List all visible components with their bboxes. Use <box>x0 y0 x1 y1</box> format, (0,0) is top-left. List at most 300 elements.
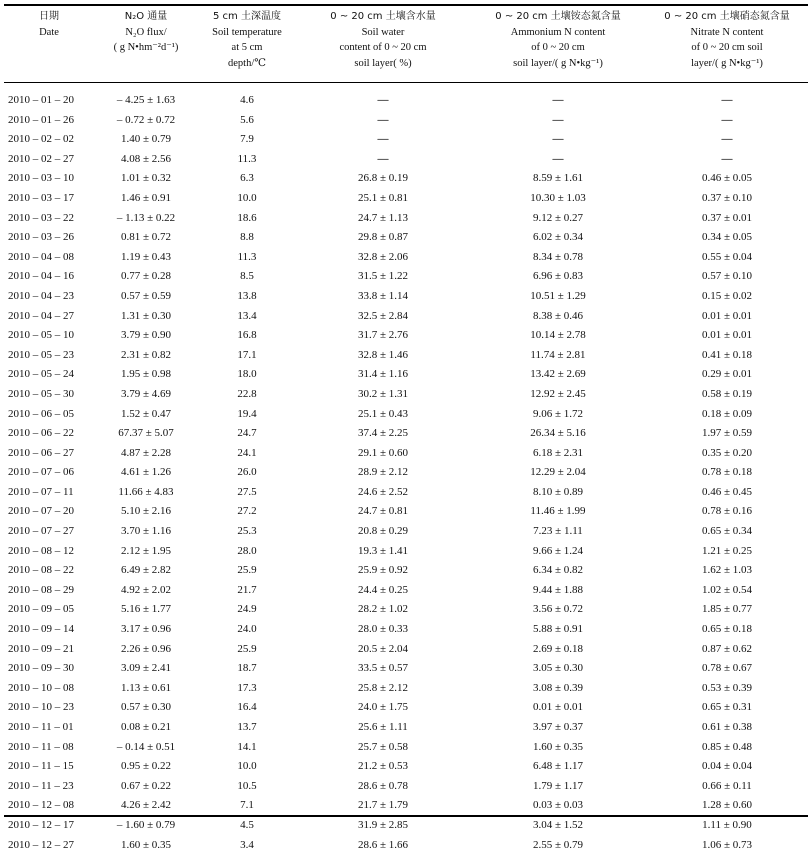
date-cell: 2010 – 03 – 26 <box>8 231 74 244</box>
value-cell: 0.35 ± 0.20 <box>701 446 753 459</box>
value-cell: — <box>377 152 389 165</box>
value-cell: 0.53 ± 0.39 <box>701 681 753 694</box>
value-cell: 11.3 <box>237 250 257 263</box>
value-cell: 22.8 <box>237 387 257 400</box>
table-row <box>4 307 808 327</box>
value-cell: 31.4 ± 1.16 <box>357 368 409 381</box>
value-cell: 11.66 ± 4.83 <box>118 485 174 498</box>
value-cell: 9.66 ± 1.24 <box>532 544 584 557</box>
value-cell: 0.37 ± 0.10 <box>701 191 753 204</box>
value-cell: 11.74 ± 2.81 <box>530 348 586 361</box>
value-cell: 1.06 ± 0.73 <box>701 838 753 851</box>
table-row <box>4 444 808 464</box>
date-cell: 2010 – 03 – 17 <box>8 191 74 204</box>
value-cell: 4.92 ± 2.02 <box>120 583 172 596</box>
date-cell: 2010 – 09 – 05 <box>8 603 74 616</box>
date-cell: 2010 – 05 – 30 <box>8 387 74 400</box>
date-cell: 2010 – 12 – 27 <box>8 838 74 851</box>
value-cell: 10.0 <box>237 191 257 204</box>
column-header-2 <box>198 0 296 91</box>
value-cell: 37.4 ± 2.25 <box>357 427 409 440</box>
table-row <box>4 836 808 855</box>
value-cell: – 0.14 ± 0.51 <box>116 740 176 753</box>
value-cell: 3.04 ± 1.52 <box>532 818 584 831</box>
header-line: N₂O flux/ <box>125 26 167 38</box>
value-cell: — <box>721 152 733 165</box>
value-cell: 25.7 ± 0.58 <box>357 740 409 753</box>
value-cell: 5.10 ± 2.16 <box>120 505 172 518</box>
table-row <box>4 463 808 483</box>
date-cell: 2010 – 12 – 08 <box>8 799 74 812</box>
value-cell: 1.11 ± 0.90 <box>702 818 752 831</box>
value-cell: 33.8 ± 1.14 <box>357 289 409 302</box>
value-cell: 5.88 ± 0.91 <box>532 623 584 636</box>
value-cell: 21.2 ± 0.53 <box>357 760 409 773</box>
value-cell: 28.2 ± 1.02 <box>357 603 409 616</box>
value-cell: 7.9 <box>240 133 254 146</box>
value-cell: 0.01 ± 0.01 <box>701 329 753 342</box>
value-cell: 7.23 ± 1.11 <box>533 525 583 538</box>
value-cell: 0.87 ± 0.62 <box>701 642 753 655</box>
date-cell: 2010 – 10 – 08 <box>8 681 74 694</box>
value-cell: 0.95 ± 0.22 <box>120 760 172 773</box>
value-cell: – 0.72 ± 0.72 <box>116 113 176 126</box>
value-cell: 24.7 ± 0.81 <box>357 505 409 518</box>
header-line: of 0 ~ 20 cm soil <box>691 42 763 53</box>
value-cell: 1.13 ± 0.61 <box>120 681 172 694</box>
header-line: Date <box>39 26 59 38</box>
value-cell: 1.95 ± 0.98 <box>120 368 172 381</box>
value-cell: — <box>721 113 733 126</box>
value-cell: 18.6 <box>237 211 257 224</box>
header-line: 日期 <box>39 11 59 22</box>
header-line: of 0 ~ 20 cm <box>531 42 585 53</box>
value-cell: 1.19 ± 0.43 <box>120 250 172 263</box>
header-line: Soil temperature <box>212 26 282 38</box>
table-row <box>4 346 808 366</box>
value-cell: – 1.60 ± 0.79 <box>116 818 176 831</box>
table-row <box>4 405 808 425</box>
value-cell: 25.9 ± 0.92 <box>357 564 409 577</box>
date-cell: 2010 – 08 – 22 <box>8 564 74 577</box>
value-cell: 4.61 ± 1.26 <box>120 466 172 479</box>
value-cell: 24.0 ± 1.75 <box>357 701 409 714</box>
value-cell: 9.44 ± 1.88 <box>532 583 584 596</box>
value-cell: 3.79 ± 4.69 <box>120 387 172 400</box>
value-cell: 0.57 ± 0.59 <box>120 289 172 302</box>
value-cell: 10.14 ± 2.78 <box>530 329 586 342</box>
table-row <box>4 600 808 620</box>
value-cell: 13.8 <box>237 289 257 302</box>
value-cell: 1.97 ± 0.59 <box>701 427 753 440</box>
value-cell: 26.0 <box>237 466 257 479</box>
value-cell: 0.55 ± 0.04 <box>701 250 753 263</box>
value-cell: 4.6 <box>240 94 254 106</box>
date-cell: 2010 – 03 – 22 <box>8 211 74 224</box>
header-line: 0 ~ 20 cm 土壤含水量 <box>330 11 436 22</box>
value-cell: 6.02 ± 0.34 <box>532 231 584 244</box>
date-cell: 2010 – 08 – 29 <box>8 583 74 596</box>
table-row <box>4 581 808 601</box>
value-cell: 7.1 <box>240 799 254 812</box>
table-row <box>4 502 808 522</box>
date-cell: 2010 – 06 – 27 <box>8 446 74 459</box>
value-cell: 17.3 <box>237 681 257 694</box>
date-cell: 2010 – 02 – 02 <box>8 133 74 146</box>
table-header <box>4 0 808 91</box>
table-row <box>4 248 808 268</box>
value-cell: 0.08 ± 0.21 <box>120 721 172 733</box>
table-row <box>4 718 808 738</box>
date-cell: 2010 – 07 – 11 <box>8 485 74 498</box>
date-cell: 2010 – 11 – 08 <box>8 740 74 753</box>
header-line: content of 0 ~ 20 cm <box>339 42 427 53</box>
value-cell: — <box>552 94 564 106</box>
value-cell: 67.37 ± 5.07 <box>118 427 174 440</box>
value-cell: 1.01 ± 0.32 <box>120 172 172 185</box>
value-cell: 25.3 <box>237 525 257 538</box>
header-line: ( g N•hm⁻²d⁻¹) <box>113 42 179 53</box>
date-cell: 2010 – 01 – 26 <box>8 113 74 126</box>
value-cell: 9.06 ± 1.72 <box>532 407 584 420</box>
value-cell: 1.62 ± 1.03 <box>701 564 753 577</box>
value-cell: 2.55 ± 0.79 <box>532 838 584 851</box>
value-cell: 3.79 ± 0.90 <box>120 329 172 342</box>
value-cell: 1.40 ± 0.79 <box>120 133 172 146</box>
value-cell: 6.96 ± 0.83 <box>532 270 584 283</box>
value-cell: 12.29 ± 2.04 <box>530 466 586 479</box>
value-cell: 8.5 <box>240 270 254 283</box>
value-cell: 1.60 ± 0.35 <box>120 838 172 851</box>
column-header-5 <box>646 0 808 91</box>
table-row <box>4 561 808 581</box>
value-cell: 6.49 ± 2.82 <box>120 564 172 577</box>
table-row <box>4 130 808 150</box>
value-cell: 0.57 ± 0.10 <box>701 270 753 283</box>
value-cell: — <box>377 113 389 126</box>
value-cell: 31.5 ± 1.22 <box>357 270 409 283</box>
value-cell: 3.56 ± 0.72 <box>532 603 584 616</box>
table-row <box>4 679 808 699</box>
value-cell: 8.59 ± 1.61 <box>532 172 584 185</box>
header-line: at 5 cm <box>231 42 263 53</box>
date-cell: 2010 – 08 – 12 <box>8 544 74 557</box>
date-cell: 2010 – 05 – 10 <box>8 329 74 342</box>
value-cell: 4.5 <box>240 818 254 831</box>
value-cell: 0.18 ± 0.09 <box>701 407 753 420</box>
value-cell: 24.7 ± 1.13 <box>357 211 409 224</box>
soil-n2o-table <box>4 0 808 855</box>
value-cell: 11.46 ± 1.99 <box>530 505 586 518</box>
table-row <box>4 816 808 836</box>
date-cell: 2010 – 10 – 23 <box>8 701 74 714</box>
value-cell: 21.7 ± 1.79 <box>357 799 409 812</box>
value-cell: 6.48 ± 1.17 <box>532 760 584 773</box>
value-cell: 0.65 ± 0.31 <box>701 701 753 714</box>
value-cell: 31.7 ± 2.76 <box>357 329 409 342</box>
value-cell: 10.30 ± 1.03 <box>530 191 586 204</box>
value-cell: 19.3 ± 1.41 <box>357 544 409 557</box>
value-cell: 3.17 ± 0.96 <box>120 623 172 636</box>
value-cell: 4.26 ± 2.42 <box>120 799 172 812</box>
value-cell: 18.7 <box>237 662 257 675</box>
header-line: Ammonium N content <box>510 26 606 38</box>
value-cell: 6.34 ± 0.82 <box>532 564 584 577</box>
date-cell: 2010 – 09 – 21 <box>8 642 74 655</box>
value-cell: 32.8 ± 1.46 <box>357 348 409 361</box>
value-cell: — <box>721 94 733 106</box>
table-row <box>4 228 808 248</box>
value-cell: 27.2 <box>237 505 257 518</box>
table-row <box>4 620 808 640</box>
value-cell: 10.51 ± 1.29 <box>530 289 586 302</box>
table-row <box>4 483 808 503</box>
table-row <box>4 385 808 405</box>
value-cell: — <box>552 113 564 126</box>
date-cell: 2010 – 03 – 10 <box>8 172 74 185</box>
value-cell: 19.4 <box>237 407 257 420</box>
date-cell: 2010 – 05 – 24 <box>8 368 74 381</box>
date-cell: 2010 – 07 – 06 <box>8 466 74 479</box>
table-row <box>4 777 808 797</box>
table-row <box>4 542 808 562</box>
date-cell: 2010 – 05 – 23 <box>8 348 74 361</box>
value-cell: 0.01 ± 0.01 <box>532 701 584 714</box>
header-line: depth/℃ <box>228 57 266 69</box>
value-cell: 0.57 ± 0.30 <box>120 701 172 714</box>
column-header-4 <box>470 0 646 91</box>
value-cell: 0.78 ± 0.18 <box>701 466 753 479</box>
value-cell: 0.65 ± 0.34 <box>701 525 753 538</box>
table-row <box>4 659 808 679</box>
value-cell: 3.70 ± 1.16 <box>120 525 172 538</box>
table-row <box>4 424 808 444</box>
value-cell: 0.58 ± 0.19 <box>701 387 753 400</box>
value-cell: 4.08 ± 2.56 <box>120 152 172 165</box>
value-cell: 1.52 ± 0.47 <box>120 407 172 420</box>
value-cell: 3.97 ± 0.37 <box>532 721 584 733</box>
column-header-1 <box>94 0 198 91</box>
column-header-0 <box>4 0 94 91</box>
value-cell: 3.05 ± 0.30 <box>532 662 584 675</box>
header-line: soil layer( %) <box>354 57 412 69</box>
value-cell: 25.9 <box>237 642 257 655</box>
value-cell: 25.1 ± 0.43 <box>357 407 409 420</box>
value-cell: 25.1 ± 0.81 <box>357 191 409 204</box>
value-cell: 0.37 ± 0.01 <box>701 211 753 224</box>
table-row <box>4 189 808 209</box>
value-cell: 0.77 ± 0.28 <box>120 270 172 283</box>
value-cell: 0.78 ± 0.16 <box>701 505 753 518</box>
date-cell: 2010 – 01 – 20 <box>8 94 74 106</box>
value-cell: 5.16 ± 1.77 <box>120 603 172 616</box>
value-cell: 13.7 <box>237 721 257 733</box>
value-cell: 0.46 ± 0.45 <box>701 485 753 498</box>
table-row <box>4 209 808 229</box>
value-cell: 3.4 <box>240 838 254 851</box>
value-cell: 1.02 ± 0.54 <box>701 583 753 596</box>
value-cell: 13.4 <box>237 309 257 322</box>
value-cell: 0.15 ± 0.02 <box>701 289 753 302</box>
value-cell: 0.65 ± 0.18 <box>701 623 753 636</box>
header-line: Soil water <box>361 26 405 38</box>
value-cell: 21.7 <box>237 583 257 596</box>
value-cell: 29.1 ± 0.60 <box>357 446 409 459</box>
header-line: 5 cm 土深温度 <box>213 11 281 22</box>
table-row <box>4 150 808 170</box>
column-header-3 <box>296 0 470 91</box>
value-cell: 1.31 ± 0.30 <box>120 309 172 322</box>
header-line: N₂O 通量 <box>124 11 168 22</box>
date-cell: 2010 – 04 – 08 <box>8 250 74 263</box>
value-cell: 8.34 ± 0.78 <box>532 250 584 263</box>
value-cell: 28.6 ± 0.78 <box>357 779 409 792</box>
value-cell: 0.41 ± 0.18 <box>701 348 753 361</box>
value-cell: 25.8 ± 2.12 <box>357 681 409 694</box>
value-cell: 24.1 <box>237 446 257 459</box>
value-cell: 17.1 <box>237 348 257 361</box>
value-cell: 14.1 <box>237 740 257 753</box>
value-cell: 1.28 ± 0.60 <box>701 799 753 812</box>
value-cell: 0.04 ± 0.04 <box>701 760 753 773</box>
table-body <box>4 91 808 855</box>
value-cell: 24.9 <box>237 603 257 616</box>
table-row <box>4 738 808 758</box>
value-cell: – 4.25 ± 1.63 <box>116 94 176 106</box>
value-cell: 2.12 ± 1.95 <box>120 544 172 557</box>
value-cell: 26.34 ± 5.16 <box>530 427 586 440</box>
value-cell: — <box>721 133 733 146</box>
value-cell: 33.5 ± 0.57 <box>357 662 409 675</box>
value-cell: 2.26 ± 0.96 <box>120 642 172 655</box>
value-cell: 28.6 ± 1.66 <box>357 838 409 851</box>
value-cell: 3.09 ± 2.41 <box>120 662 172 675</box>
value-cell: 1.46 ± 0.91 <box>120 191 172 204</box>
value-cell: 13.42 ± 2.69 <box>530 368 586 381</box>
value-cell: 0.34 ± 0.05 <box>701 231 753 244</box>
value-cell: 0.01 ± 0.01 <box>701 309 753 322</box>
value-cell: 24.0 <box>237 623 257 636</box>
value-cell: 8.10 ± 0.89 <box>532 485 584 498</box>
table-row <box>4 287 808 307</box>
value-cell: 8.8 <box>240 231 254 244</box>
table-row <box>4 698 808 718</box>
value-cell: 2.69 ± 0.18 <box>532 642 584 655</box>
value-cell: 29.8 ± 0.87 <box>357 231 409 244</box>
value-cell: 6.18 ± 2.31 <box>532 446 584 459</box>
value-cell: 25.6 ± 1.11 <box>358 721 408 733</box>
table-row <box>4 91 808 111</box>
header-line: layer/( g N•kg⁻¹) <box>691 57 763 69</box>
header-line: 0 ~ 20 cm 土壤硝态氮含量 <box>664 11 790 22</box>
table-row <box>4 169 808 189</box>
value-cell: 10.5 <box>237 779 257 792</box>
value-cell: 28.0 <box>237 544 257 557</box>
value-cell: 0.46 ± 0.05 <box>701 172 753 185</box>
value-cell: 1.79 ± 1.17 <box>532 779 584 792</box>
value-cell: 24.4 ± 0.25 <box>357 583 409 596</box>
value-cell: 30.2 ± 1.31 <box>357 387 409 400</box>
date-cell: 2010 – 07 – 27 <box>8 525 74 538</box>
value-cell: 1.60 ± 0.35 <box>532 740 584 753</box>
header-line: Nitrate N content <box>690 26 764 38</box>
value-cell: 1.85 ± 0.77 <box>701 603 753 616</box>
value-cell: 0.78 ± 0.67 <box>701 662 753 675</box>
value-cell: — <box>377 133 389 146</box>
value-cell: 28.0 ± 0.33 <box>357 623 409 636</box>
value-cell: 11.3 <box>237 152 257 165</box>
date-cell: 2010 – 04 – 23 <box>8 289 74 302</box>
header-line: soil layer/( g N•kg⁻¹) <box>513 57 603 69</box>
date-cell: 2010 – 11 – 23 <box>8 779 74 792</box>
value-cell: 0.66 ± 0.11 <box>702 779 752 792</box>
value-cell: 16.8 <box>237 329 257 342</box>
table-row <box>4 522 808 542</box>
value-cell: 32.8 ± 2.06 <box>357 250 409 263</box>
date-cell: 2010 – 09 – 30 <box>8 662 74 675</box>
value-cell: 28.9 ± 2.12 <box>357 466 409 479</box>
value-cell: 0.85 ± 0.48 <box>701 740 753 753</box>
date-cell: 2010 – 04 – 27 <box>8 309 74 322</box>
date-cell: 2010 – 11 – 01 <box>8 721 74 733</box>
value-cell: 0.29 ± 0.01 <box>701 368 753 381</box>
value-cell: 18.0 <box>237 368 257 381</box>
value-cell: 3.08 ± 0.39 <box>532 681 584 694</box>
table-row <box>4 757 808 777</box>
value-cell: 1.21 ± 0.25 <box>701 544 753 557</box>
value-cell: 6.3 <box>240 172 254 185</box>
value-cell: 0.67 ± 0.22 <box>120 779 172 792</box>
date-cell: 2010 – 06 – 22 <box>8 427 74 440</box>
value-cell: 25.9 <box>237 564 257 577</box>
value-cell: 12.92 ± 2.45 <box>530 387 586 400</box>
value-cell: 20.8 ± 0.29 <box>357 525 409 538</box>
value-cell: 27.5 <box>237 485 257 498</box>
date-cell: 2010 – 07 – 20 <box>8 505 74 518</box>
value-cell: — <box>377 94 389 106</box>
value-cell: 24.7 <box>237 427 257 440</box>
table-row <box>4 267 808 287</box>
date-cell: 2010 – 12 – 17 <box>8 818 74 831</box>
value-cell: 5.6 <box>240 113 254 126</box>
value-cell: 31.9 ± 2.85 <box>357 818 409 831</box>
date-cell: 2010 – 06 – 05 <box>8 407 74 420</box>
value-cell: 24.6 ± 2.52 <box>357 485 409 498</box>
table-row <box>4 365 808 385</box>
value-cell: 9.12 ± 0.27 <box>532 211 584 224</box>
value-cell: 2.31 ± 0.82 <box>120 348 172 361</box>
date-cell: 2010 – 09 – 14 <box>8 623 74 636</box>
table-row <box>4 326 808 346</box>
header-line: 0 ~ 20 cm 土壤铵态氮含量 <box>495 11 621 22</box>
table-row <box>4 111 808 131</box>
value-cell: 32.5 ± 2.84 <box>357 309 409 322</box>
value-cell: 4.87 ± 2.28 <box>120 446 172 459</box>
value-cell: 8.38 ± 0.46 <box>532 309 584 322</box>
header-row <box>4 0 808 91</box>
table-row <box>4 796 808 816</box>
value-cell: 20.5 ± 2.04 <box>357 642 409 655</box>
value-cell: 0.61 ± 0.38 <box>701 721 753 733</box>
value-cell: 10.0 <box>237 760 257 773</box>
value-cell: – 1.13 ± 0.22 <box>116 211 176 224</box>
value-cell: 26.8 ± 0.19 <box>357 172 409 185</box>
value-cell: — <box>552 152 564 165</box>
value-cell: 16.4 <box>237 701 257 714</box>
date-cell: 2010 – 04 – 16 <box>8 270 74 283</box>
table-row <box>4 640 808 660</box>
value-cell: 0.81 ± 0.72 <box>120 231 172 244</box>
